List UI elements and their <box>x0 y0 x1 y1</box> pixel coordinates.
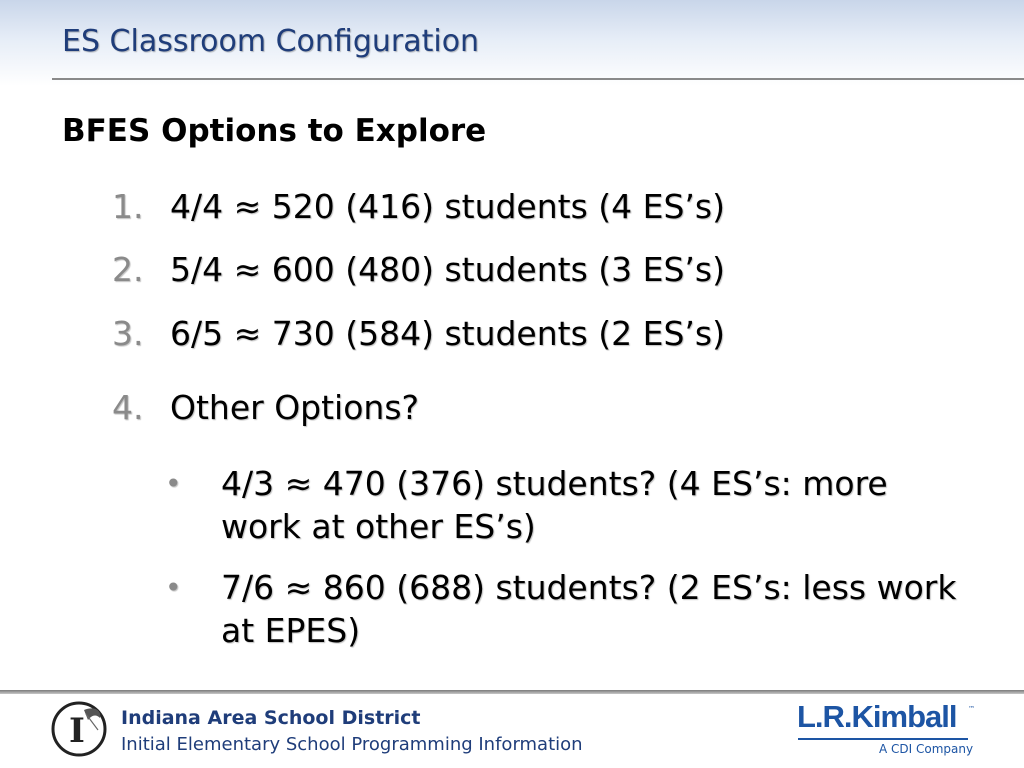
option-number: 4. <box>112 388 144 427</box>
title-divider <box>52 78 1024 80</box>
bullet-icon: • <box>165 571 182 604</box>
brand-trademark: ™ <box>968 705 975 713</box>
sub-option-text: 7/6 ≈ 860 (688) students? (2 ES’s: less work at EPES) <box>221 568 957 650</box>
footer-divider <box>0 690 1024 694</box>
sub-option-1 <box>165 462 965 548</box>
sub-option-text: 4/3 ≈ 470 (376) students? (4 ES’s: more work at other ES’s) <box>221 464 888 546</box>
brand-tagline: A CDI Company <box>879 742 974 756</box>
district-seal-icon <box>50 700 108 758</box>
slide-title: ES Classroom Configuration <box>62 24 480 59</box>
option-number: 2. <box>112 250 144 289</box>
brand-logo: L.R.Kimball <box>797 699 957 734</box>
district-subtitle: Initial Elementary School Programming Information <box>121 734 583 755</box>
option-number: 3. <box>112 314 144 353</box>
section-heading: BFES Options to Explore <box>62 113 487 149</box>
option-text: 5/4 ≈ 600 (480) students (3 ES’s) <box>170 250 725 289</box>
bullet-icon: • <box>165 467 182 500</box>
sub-option-2 <box>165 566 965 652</box>
district-name: Indiana Area School District <box>121 707 421 729</box>
district-logo-letter: I <box>69 711 85 751</box>
option-text: 4/4 ≈ 520 (416) students (4 ES’s) <box>170 187 725 226</box>
option-item-3 <box>112 314 725 354</box>
option-text: Other Options? <box>170 388 420 427</box>
option-item-4 <box>112 388 419 428</box>
option-text: 6/5 ≈ 730 (584) students (2 ES’s) <box>170 314 725 353</box>
option-number: 1. <box>112 187 144 226</box>
option-item-1 <box>112 187 725 227</box>
option-item-2 <box>112 250 725 290</box>
brand-underline <box>798 738 968 740</box>
